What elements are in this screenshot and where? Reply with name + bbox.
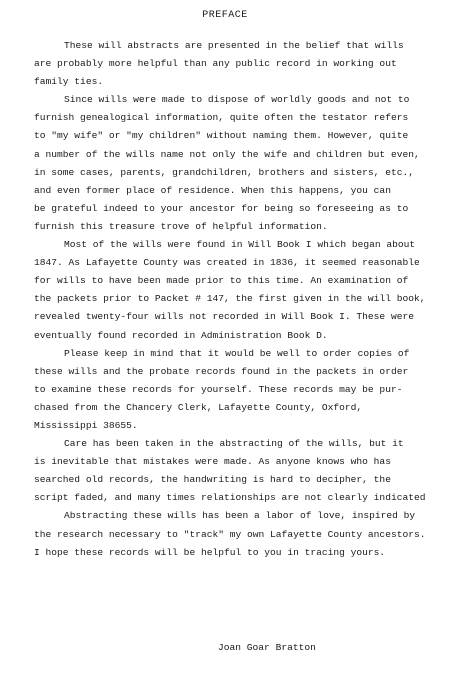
text-line: in some cases, parents, grandchildren, brothers and sisters, etc., (34, 166, 414, 178)
preface-body (34, 37, 440, 562)
text-line: and even former place of residence. When this happens, you can (34, 184, 391, 196)
text-line: family ties. (34, 76, 104, 88)
text-line: Please keep in mind that it would be well to order copies of (64, 347, 410, 359)
text-line: the packets prior to Packet # 147, the first given in the will book, (34, 293, 426, 305)
text-line: Most of the wills were found in Will Book I which began about (64, 239, 416, 251)
text-line: the research necessary to "track" my own Lafayette County ancestors. (34, 528, 426, 540)
text-line: Abstracting these wills has been a labor of love, inspired by (64, 510, 416, 522)
text-line: Care has been taken in the abstracting of the wills, but it (64, 438, 404, 450)
text-line: to examine these records for yourself. These records may be pur- (34, 383, 403, 395)
page-title: PREFACE (202, 10, 248, 21)
text-line: 1847. As Lafayette County was created in 1836, it seemed reasonable (34, 257, 420, 269)
text-line: be grateful indeed to your ancestor for being so foreseeing as to (34, 202, 409, 214)
text-line: I hope these records will be helpful to you in tracing yours. (34, 546, 386, 558)
text-line: are probably more helpful than any public record in working out (34, 58, 397, 70)
text-line: a number of the wills name not only the wife and children but even, (34, 148, 420, 160)
text-line: these wills and the probate records found in the packets in order (34, 365, 409, 377)
text-line: Mississippi 38655. (34, 419, 138, 431)
text-line: is inevitable that mistakes were made. As anyone knows who has (34, 456, 391, 468)
text-line: script faded, and many times relationships are not clearly indicated (34, 492, 426, 504)
text-line: furnish this treasure trove of helpful information. (34, 220, 328, 232)
text-line: Since wills were made to dispose of worldly goods and not to (64, 94, 410, 106)
text-line: eventually found recorded in Administration Book D. (34, 329, 328, 341)
text-line: furnish genealogical information, quite often the testator refers (34, 112, 409, 124)
text-line: to "my wife" or "my children" without naming them. However, quite (34, 130, 409, 142)
text-line: for wills to have been made prior to this time. An examination of (34, 275, 409, 287)
text-line: searched old records, the handwriting is hard to decipher, the (34, 474, 391, 486)
text-line: These will abstracts are presented in the belief that wills (64, 40, 404, 51)
text-line: revealed twenty-four wills not recorded in Will Book I. These were (34, 311, 414, 323)
text-line: chased from the Chancery Clerk, Lafayette County, Oxford, (34, 401, 363, 413)
signature: Joan Goar Bratton (218, 642, 316, 653)
